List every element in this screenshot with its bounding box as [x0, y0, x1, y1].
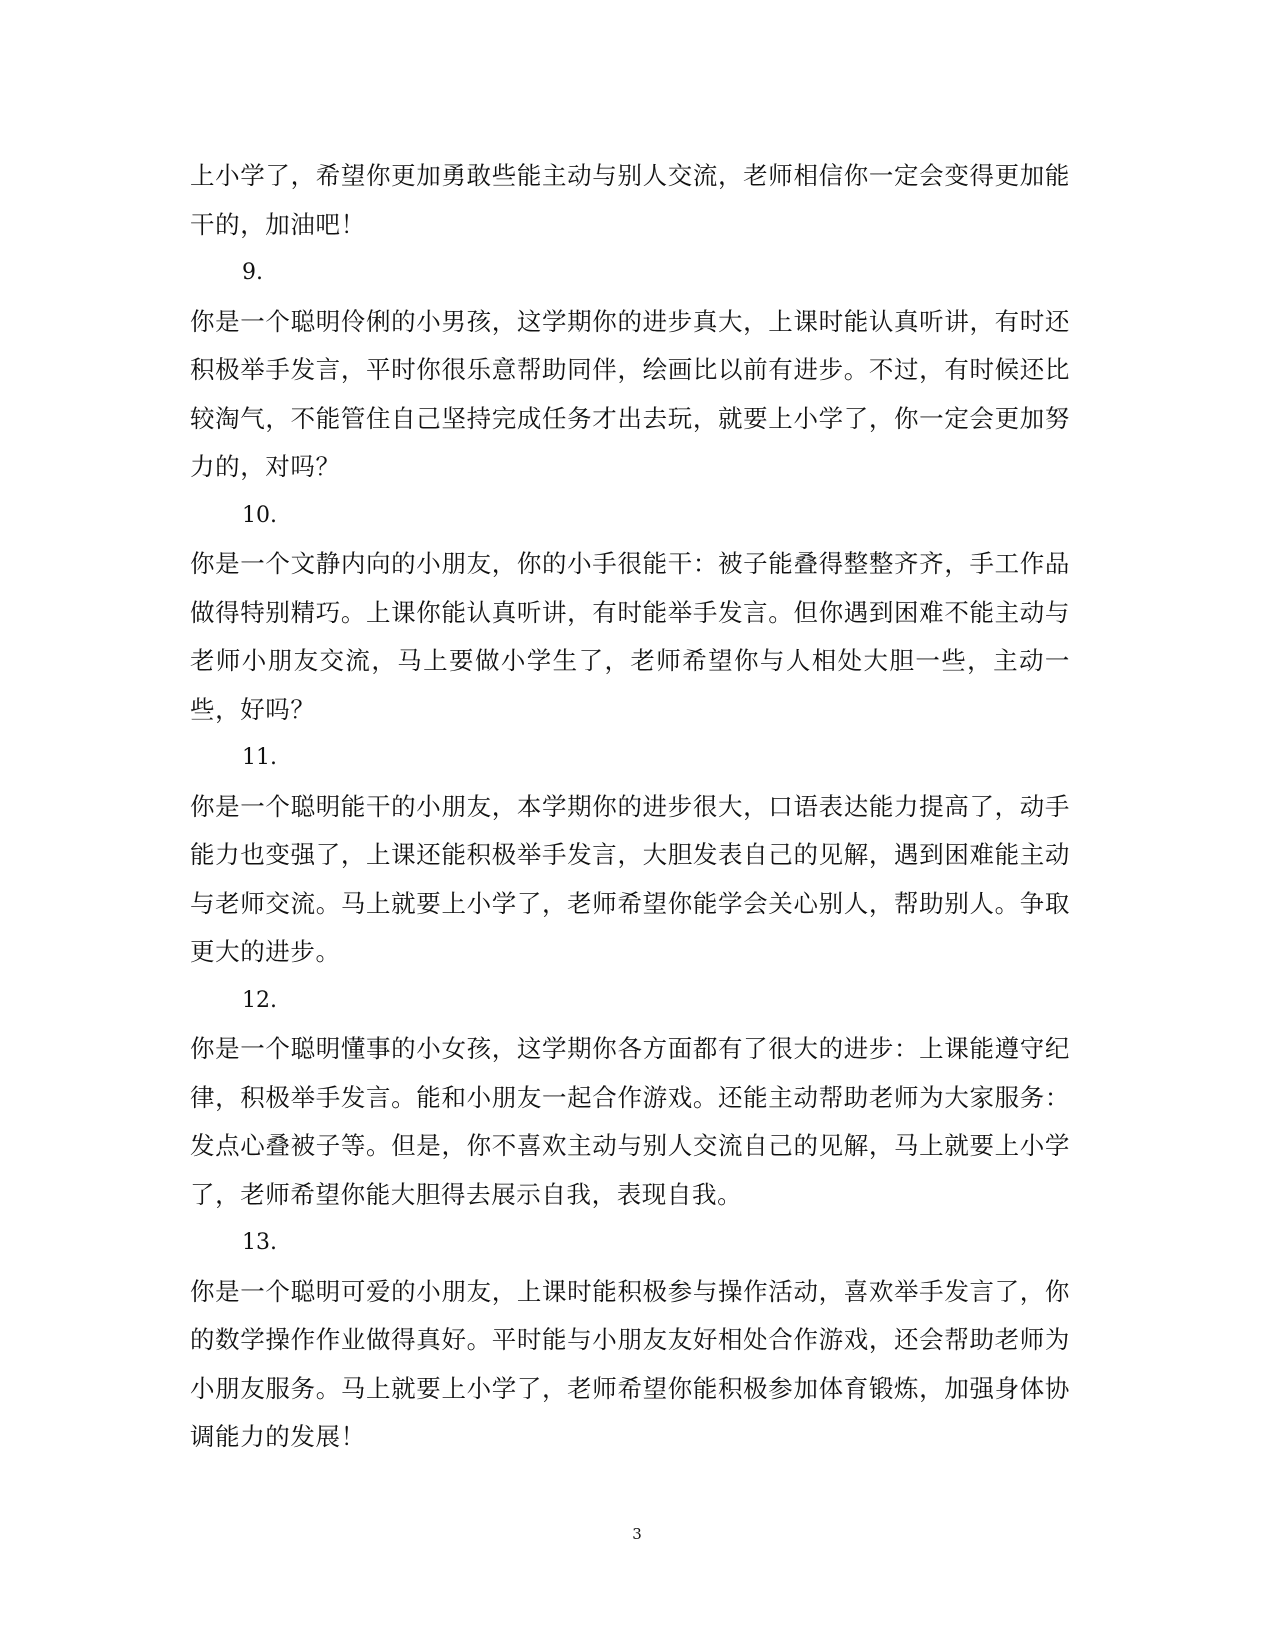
document-body — [190, 152, 1070, 1462]
intro-paragraph: 上小学了，希望你更加勇敢些能主动与别人交流，老师相信你一定会变得更加能干的，加油吧！ — [190, 161, 1070, 239]
entry-number: 11. — [242, 745, 277, 770]
entry-paragraph: 你是一个聪明懂事的小女孩，这学期你各方面都有了很大的进步：上课能遵守纪律，积极举手发言。能和小朋友一起合作游戏。还能主动帮助老师为大家服务：发点心叠被子等。但是，你不喜欢主动与别人交流自己的见解，马上就要上小学了，老师希望你能大胆得去展示自我，表现自我。 — [190, 1034, 1070, 1209]
entry-number: 12. — [242, 987, 277, 1013]
entry-paragraph: 你是一个聪明伶俐的小男孩，这学期你的进步真大，上课时能认真听讲，有时还积极举手发言，平时你很乐意帮助同伴，绘画比以前有进步。不过，有时候还比较淘气，不能管住自己坚持完成任务才出去玩，就要上小学了，你一定会更加努力的，对吗？ — [190, 306, 1070, 481]
entry-number: 9. — [242, 260, 263, 285]
page-number: 3 — [632, 1525, 642, 1543]
entry-number: 13. — [242, 1230, 277, 1255]
entry-number: 10. — [242, 502, 277, 528]
entry-paragraph: 你是一个聪明可爱的小朋友，上课时能积极参与操作活动，喜欢举手发言了，你的数学操作作业做得真好。平时能与小朋友友好相处合作游戏，还会帮助老师为小朋友服务。马上就要上小学了，老师希望你能积极参加体育锻炼，加强身体协调能力的发展！ — [190, 1276, 1070, 1451]
entry-paragraph: 你是一个聪明能干的小朋友，本学期你的进步很大，口语表达能力提高了，动手能力也变强了，上课还能积极举手发言，大胆发表自己的见解，遇到困难能主动与老师交流。马上就要上小学了，老师希望你能学会关心别人，帮助别人。争取更大的进步。 — [190, 791, 1070, 966]
entry-paragraph: 你是一个文静内向的小朋友，你的小手很能干：被子能叠得整整齐齐，手工作品做得特别精巧。上课你能认真听讲，有时能举手发言。但你遇到困难不能主动与老师小朋友交流，马上要做小学生了，老师希望你与人相处大胆一些，主动一些，好吗？ — [190, 549, 1070, 724]
